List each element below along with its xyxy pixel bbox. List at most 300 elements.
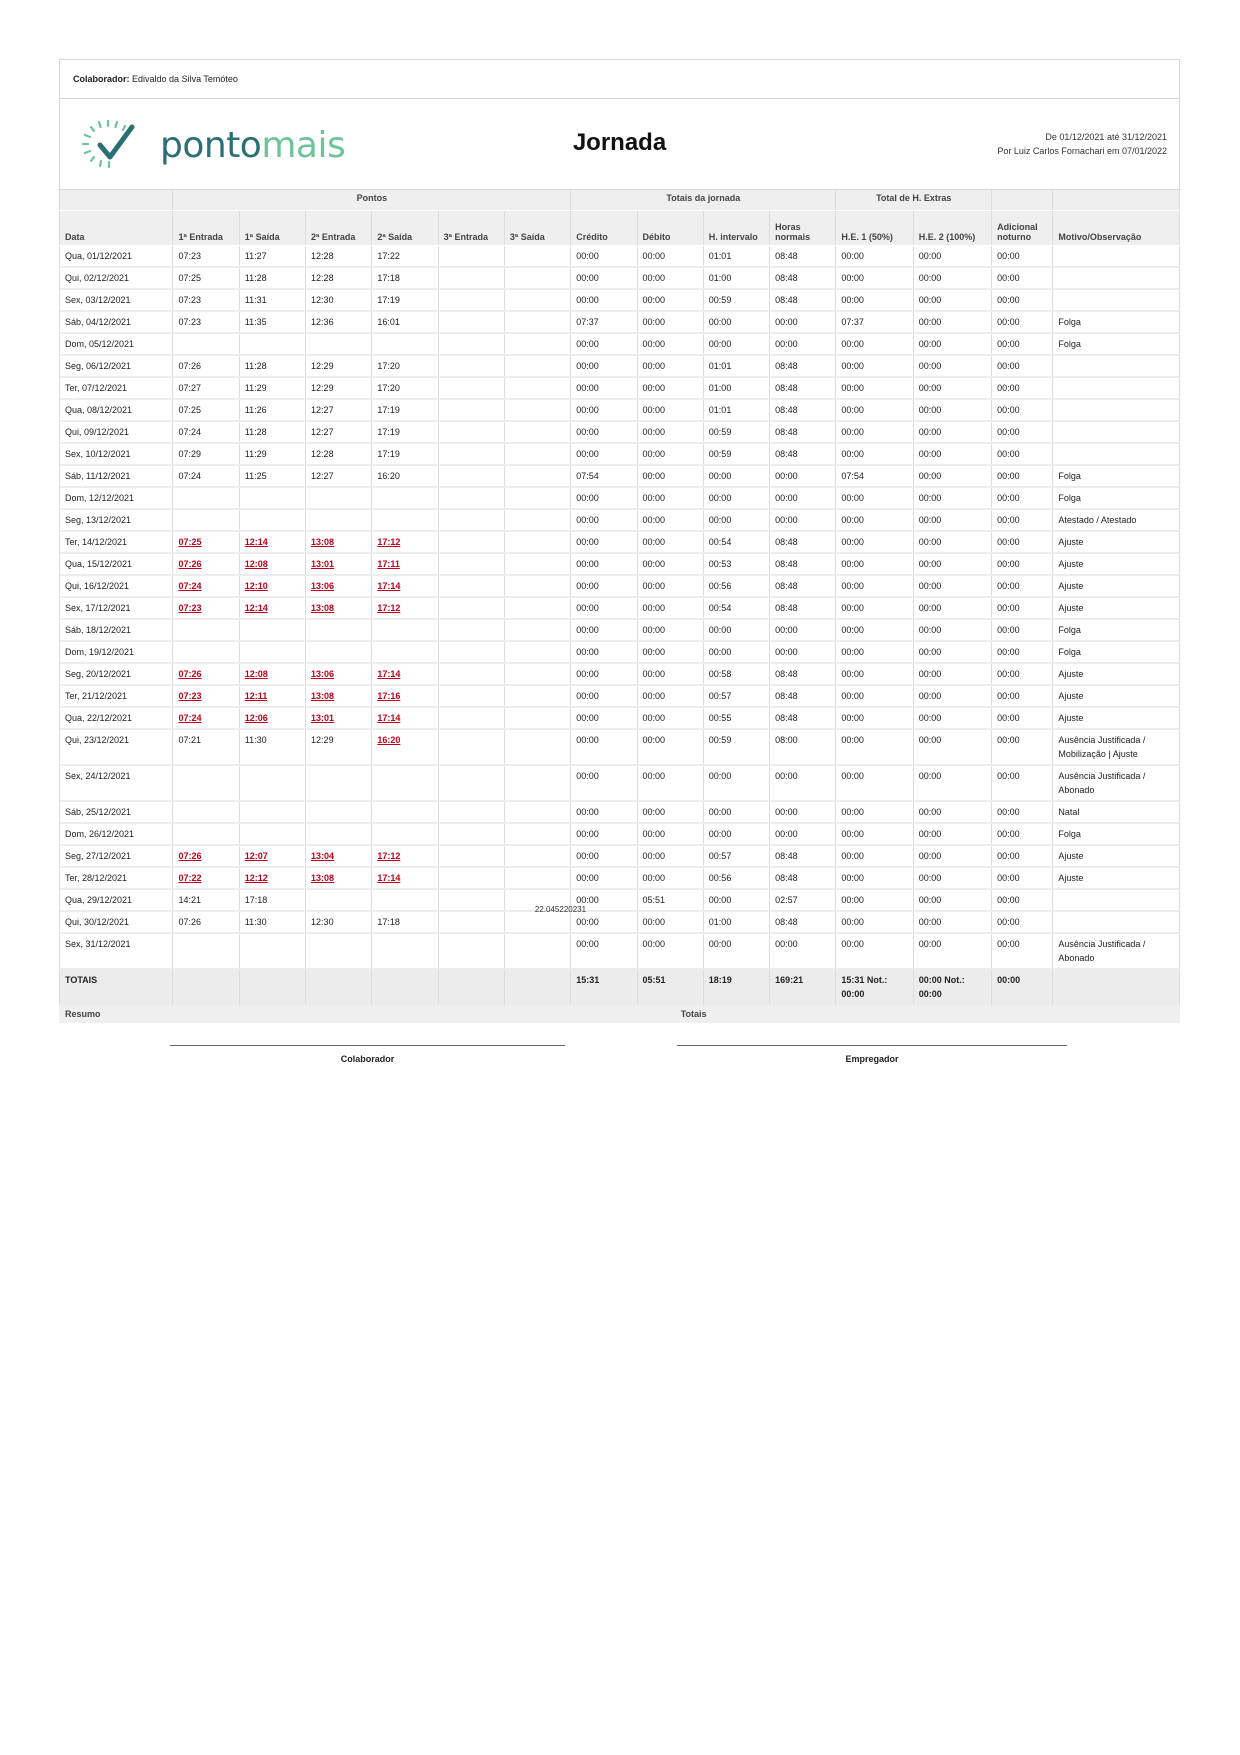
cell-punch xyxy=(438,619,504,641)
cell-int: 01:00 xyxy=(703,377,769,399)
cell-punch-adjusted xyxy=(372,845,438,867)
cell-punch xyxy=(504,333,570,355)
cell-punch xyxy=(173,333,239,355)
cell-punch xyxy=(173,641,239,663)
adjusted-punch[interactable]: 12:06 xyxy=(244,713,268,723)
table-row xyxy=(60,553,1180,575)
column-header: 1ª Entrada xyxy=(173,211,239,246)
adjusted-punch[interactable]: 12:12 xyxy=(244,873,268,883)
adjusted-punch[interactable]: 07:22 xyxy=(178,873,202,883)
cell-int: 00:00 xyxy=(703,333,769,355)
cell-not: 00:00 xyxy=(992,823,1053,845)
cell-punch xyxy=(306,933,372,969)
cell-punch xyxy=(438,867,504,889)
adjusted-punch[interactable]: 13:08 xyxy=(311,691,335,701)
adjusted-punch[interactable]: 07:23 xyxy=(178,691,202,701)
cell-punch xyxy=(239,823,305,845)
cell-date: Dom, 19/12/2021 xyxy=(60,641,173,663)
cell-int: 01:01 xyxy=(703,399,769,421)
cell-obs xyxy=(1053,289,1180,311)
cell-cred: 00:00 xyxy=(571,845,637,867)
group-totais: Totais da jornada xyxy=(571,190,836,211)
cell-norm: 08:48 xyxy=(770,443,836,465)
cell-punch xyxy=(504,707,570,729)
adjusted-punch[interactable]: 07:26 xyxy=(178,669,202,679)
cell-not: 00:00 xyxy=(992,933,1053,969)
cell-he2: 00:00 xyxy=(913,465,991,487)
column-header: 2ª Entrada xyxy=(306,211,372,246)
cell-punch-adjusted xyxy=(173,707,239,729)
cell-punch xyxy=(306,509,372,531)
adjusted-punch[interactable]: 12:08 xyxy=(244,669,268,679)
cell-date: Ter, 21/12/2021 xyxy=(60,685,173,707)
cell-punch xyxy=(438,421,504,443)
table-row xyxy=(60,311,1180,333)
cell-punch xyxy=(438,289,504,311)
cell-date: Dom, 05/12/2021 xyxy=(60,333,173,355)
cell-punch-adjusted xyxy=(173,845,239,867)
adjusted-punch[interactable]: 17:11 xyxy=(377,559,400,569)
cell-norm: 08:48 xyxy=(770,663,836,685)
cell-obs: Atestado / Atestado xyxy=(1053,509,1180,531)
cell-int: 00:57 xyxy=(703,845,769,867)
cell-int: 00:54 xyxy=(703,531,769,553)
cell-norm: 00:00 xyxy=(770,619,836,641)
cell-punch xyxy=(173,823,239,845)
cell-cred: 00:00 xyxy=(571,685,637,707)
adjusted-punch[interactable]: 17:14 xyxy=(377,873,401,883)
cell-punch xyxy=(173,619,239,641)
column-header: Adicional noturno xyxy=(992,211,1053,246)
cell-punch xyxy=(239,509,305,531)
cell-punch xyxy=(306,801,372,823)
cell-not: 00:00 xyxy=(992,311,1053,333)
cell-punch: 17:19 xyxy=(372,421,438,443)
cell-date: Sex, 31/12/2021 xyxy=(60,933,173,969)
group-pontos: Pontos xyxy=(173,190,571,211)
cell-punch: 12:28 xyxy=(306,246,372,268)
cell-punch: 12:36 xyxy=(306,311,372,333)
cell-punch xyxy=(504,801,570,823)
adjusted-punch[interactable]: 07:24 xyxy=(178,581,202,591)
totals-label: TOTAIS xyxy=(60,969,173,1005)
cell-not: 00:00 xyxy=(992,801,1053,823)
cell-date: Qua, 15/12/2021 xyxy=(60,553,173,575)
cell-punch-adjusted xyxy=(306,597,372,619)
cell-punch: 12:27 xyxy=(306,399,372,421)
cell-cred: 00:00 xyxy=(571,553,637,575)
table-row xyxy=(60,619,1180,641)
cell-int: 00:00 xyxy=(703,933,769,969)
cell-punch-adjusted xyxy=(306,553,372,575)
cell-punch: 12:28 xyxy=(306,267,372,289)
cell-punch-adjusted xyxy=(306,867,372,889)
cell-he2: 00:00 xyxy=(913,487,991,509)
cell-punch: 07:23 xyxy=(173,289,239,311)
cell-punch: 12:30 xyxy=(306,911,372,933)
adjusted-punch[interactable]: 12:14 xyxy=(244,537,268,547)
cell-punch xyxy=(438,765,504,801)
cell-punch-adjusted xyxy=(372,707,438,729)
cell-deb: 00:00 xyxy=(637,421,703,443)
cell-punch: 11:35 xyxy=(239,311,305,333)
totals-he1: 15:31 Not.: 00:00 xyxy=(836,969,913,1005)
cell-he2: 00:00 xyxy=(913,801,991,823)
cell-norm: 08:48 xyxy=(770,531,836,553)
adjusted-punch[interactable]: 07:23 xyxy=(178,603,202,613)
report-period xyxy=(997,130,1167,158)
cell-not: 00:00 xyxy=(992,575,1053,597)
cell-he1: 00:00 xyxy=(836,663,913,685)
cell-he2: 00:00 xyxy=(913,246,991,268)
cell-punch: 12:27 xyxy=(306,421,372,443)
column-header: Débito xyxy=(637,211,703,246)
cell-obs: Folga xyxy=(1053,487,1180,509)
cell-date: Dom, 12/12/2021 xyxy=(60,487,173,509)
cell-cred: 00:00 xyxy=(571,801,637,823)
cell-int: 01:01 xyxy=(703,246,769,268)
cell-punch xyxy=(438,267,504,289)
report-header xyxy=(59,98,1180,190)
cell-he2: 00:00 xyxy=(913,355,991,377)
cell-cred: 00:00 xyxy=(571,443,637,465)
cell-punch xyxy=(239,765,305,801)
cell-punch xyxy=(504,421,570,443)
cell-punch xyxy=(438,707,504,729)
cell-date: Sáb, 18/12/2021 xyxy=(60,619,173,641)
cell-he2: 00:00 xyxy=(913,823,991,845)
cell-obs: Ajuste xyxy=(1053,707,1180,729)
cell-date: Qui, 16/12/2021 xyxy=(60,575,173,597)
cell-int: 00:00 xyxy=(703,641,769,663)
cell-int: 00:59 xyxy=(703,729,769,765)
adjusted-punch[interactable]: 13:08 xyxy=(311,873,335,883)
adjusted-punch[interactable]: 17:14 xyxy=(377,713,401,723)
cell-punch xyxy=(239,487,305,509)
cell-punch xyxy=(504,619,570,641)
cell-punch xyxy=(372,333,438,355)
cell-punch-adjusted xyxy=(372,575,438,597)
cell-deb: 00:00 xyxy=(637,267,703,289)
adjusted-punch[interactable]: 13:01 xyxy=(311,713,335,723)
cell-int: 00:59 xyxy=(703,289,769,311)
cell-punch xyxy=(504,575,570,597)
cell-not: 00:00 xyxy=(992,867,1053,889)
cell-deb: 00:00 xyxy=(637,801,703,823)
table-row xyxy=(60,641,1180,663)
cell-punch xyxy=(438,553,504,575)
timesheet-table xyxy=(59,190,1180,1006)
cell-punch: 17:22 xyxy=(372,246,438,268)
totals-empty xyxy=(438,969,504,1005)
adjusted-punch[interactable]: 07:26 xyxy=(178,559,202,569)
cell-punch: 12:30 xyxy=(306,289,372,311)
cell-he1: 00:00 xyxy=(836,707,913,729)
column-header: H.E. 2 (100%) xyxy=(913,211,991,246)
totals-not: 00:00 xyxy=(992,969,1053,1005)
adjusted-punch[interactable]: 12:14 xyxy=(244,603,268,613)
totals-empty xyxy=(306,969,372,1005)
adjusted-punch[interactable]: 17:14 xyxy=(377,669,401,679)
table-row xyxy=(60,355,1180,377)
totals-empty xyxy=(504,969,570,1005)
table-row xyxy=(60,933,1180,969)
cell-he2: 00:00 xyxy=(913,911,991,933)
adjusted-punch[interactable]: 17:12 xyxy=(377,537,401,547)
cell-norm: 08:00 xyxy=(770,729,836,765)
cell-date: Qui, 09/12/2021 xyxy=(60,421,173,443)
cell-cred: 00:00 xyxy=(571,509,637,531)
cell-date: Qui, 30/12/2021 xyxy=(60,911,173,933)
adjusted-punch[interactable]: 07:24 xyxy=(178,713,202,723)
cell-punch xyxy=(504,267,570,289)
cell-cred: 00:00 xyxy=(571,911,637,933)
cell-punch xyxy=(504,377,570,399)
cell-he1: 00:00 xyxy=(836,575,913,597)
cell-punch: 16:20 xyxy=(372,465,438,487)
adjusted-punch[interactable]: 13:06 xyxy=(311,581,335,591)
cell-norm: 08:48 xyxy=(770,911,836,933)
table-row xyxy=(60,801,1180,823)
cell-int: 01:00 xyxy=(703,911,769,933)
cell-punch: 17:20 xyxy=(372,377,438,399)
cell-not: 00:00 xyxy=(992,377,1053,399)
cell-punch xyxy=(504,355,570,377)
adjusted-punch[interactable]: 07:26 xyxy=(178,851,202,861)
cell-int: 01:01 xyxy=(703,355,769,377)
cell-norm: 00:00 xyxy=(770,465,836,487)
totais-label: Totais xyxy=(675,1006,1180,1023)
table-row xyxy=(60,487,1180,509)
cell-punch: 17:20 xyxy=(372,355,438,377)
cell-obs: Ajuste xyxy=(1053,553,1180,575)
adjusted-punch[interactable]: 12:07 xyxy=(244,851,268,861)
cell-deb: 00:00 xyxy=(637,707,703,729)
cell-he1: 07:54 xyxy=(836,465,913,487)
cell-punch xyxy=(306,333,372,355)
cell-cred: 00:00 xyxy=(571,707,637,729)
cell-punch: 17:18 xyxy=(372,911,438,933)
adjusted-punch[interactable]: 13:06 xyxy=(311,669,335,679)
cell-obs xyxy=(1053,443,1180,465)
column-header: 3ª Saída xyxy=(504,211,570,246)
adjusted-punch[interactable]: 12:11 xyxy=(244,691,268,701)
cell-punch-adjusted xyxy=(372,867,438,889)
cell-punch: 07:23 xyxy=(173,311,239,333)
cell-norm: 00:00 xyxy=(770,801,836,823)
cell-punch: 07:27 xyxy=(173,377,239,399)
cell-date: Qui, 23/12/2021 xyxy=(60,729,173,765)
column-header: H.E. 1 (50%) xyxy=(836,211,913,246)
cell-punch-adjusted xyxy=(306,685,372,707)
cell-deb: 00:00 xyxy=(637,487,703,509)
cell-obs xyxy=(1053,399,1180,421)
cell-date: Seg, 06/12/2021 xyxy=(60,355,173,377)
cell-punch-adjusted xyxy=(173,575,239,597)
cell-punch xyxy=(504,867,570,889)
cell-deb: 00:00 xyxy=(637,575,703,597)
adjusted-punch[interactable]: 12:08 xyxy=(244,559,268,569)
adjusted-punch[interactable]: 17:12 xyxy=(377,851,401,861)
table-row xyxy=(60,377,1180,399)
cell-punch: 07:25 xyxy=(173,399,239,421)
cell-punch: 07:26 xyxy=(173,911,239,933)
cell-obs xyxy=(1053,246,1180,268)
cell-he2: 00:00 xyxy=(913,443,991,465)
cell-punch xyxy=(504,911,570,933)
cell-punch xyxy=(372,801,438,823)
cell-not: 00:00 xyxy=(992,707,1053,729)
cell-norm: 00:00 xyxy=(770,823,836,845)
cell-obs: Ausência Justificada / Abonado xyxy=(1053,933,1180,969)
cell-not: 00:00 xyxy=(992,355,1053,377)
cell-he2: 00:00 xyxy=(913,729,991,765)
table-row xyxy=(60,399,1180,421)
cell-not: 00:00 xyxy=(992,509,1053,531)
cell-date: Sex, 03/12/2021 xyxy=(60,289,173,311)
cell-he1: 00:00 xyxy=(836,509,913,531)
cell-he1: 00:00 xyxy=(836,765,913,801)
cell-date: Seg, 20/12/2021 xyxy=(60,663,173,685)
cell-punch: 12:29 xyxy=(306,377,372,399)
column-header: Data xyxy=(60,211,173,246)
cell-punch-adjusted xyxy=(306,575,372,597)
table-row xyxy=(60,597,1180,619)
cell-punch: 12:29 xyxy=(306,729,372,765)
cell-obs xyxy=(1053,355,1180,377)
cell-date: Qua, 01/12/2021 xyxy=(60,246,173,268)
cell-not: 00:00 xyxy=(992,399,1053,421)
cell-he1: 00:00 xyxy=(836,355,913,377)
table-row xyxy=(60,531,1180,553)
cell-he2: 00:00 xyxy=(913,889,991,911)
cell-punch: 07:23 xyxy=(173,246,239,268)
cell-he1: 00:00 xyxy=(836,867,913,889)
cell-he2: 00:00 xyxy=(913,509,991,531)
cell-date: Sáb, 25/12/2021 xyxy=(60,801,173,823)
adjusted-punch[interactable]: 17:14 xyxy=(377,581,401,591)
cell-cred: 00:00 xyxy=(571,377,637,399)
totals-empty xyxy=(1053,969,1180,1005)
cell-punch xyxy=(438,509,504,531)
cell-punch-adjusted xyxy=(173,597,239,619)
cell-he2: 00:00 xyxy=(913,399,991,421)
summary-bar xyxy=(59,1006,1180,1023)
cell-punch xyxy=(372,619,438,641)
cell-not: 00:00 xyxy=(992,465,1053,487)
cell-obs: Folga xyxy=(1053,465,1180,487)
adjusted-punch[interactable]: 07:25 xyxy=(178,537,202,547)
totals-empty xyxy=(372,969,438,1005)
table-row xyxy=(60,333,1180,355)
cell-he2: 00:00 xyxy=(913,619,991,641)
cell-obs: Folga xyxy=(1053,333,1180,355)
cell-norm: 08:48 xyxy=(770,421,836,443)
column-header: Horas normais xyxy=(770,211,836,246)
adjusted-punch[interactable]: 13:08 xyxy=(311,603,335,613)
column-header: 1ª Saída xyxy=(239,211,305,246)
cell-punch xyxy=(504,487,570,509)
cell-cred: 00:00 xyxy=(571,619,637,641)
cell-punch xyxy=(438,333,504,355)
cell-punch-adjusted xyxy=(372,553,438,575)
cell-punch xyxy=(438,845,504,867)
cell-punch xyxy=(306,641,372,663)
totals-int: 18:19 xyxy=(703,969,769,1005)
cell-punch-adjusted xyxy=(239,867,305,889)
cell-int: 00:57 xyxy=(703,685,769,707)
cell-date: Sex, 24/12/2021 xyxy=(60,765,173,801)
table-row xyxy=(60,575,1180,597)
adjusted-punch[interactable]: 17:12 xyxy=(377,603,401,613)
group-empty xyxy=(992,190,1053,211)
cell-punch xyxy=(504,641,570,663)
cell-norm: 08:48 xyxy=(770,867,836,889)
adjusted-punch[interactable]: 13:08 xyxy=(311,537,335,547)
cell-obs: Ajuste xyxy=(1053,531,1180,553)
cell-he1: 00:00 xyxy=(836,399,913,421)
cell-deb: 00:00 xyxy=(637,465,703,487)
adjusted-punch[interactable]: 16:20 xyxy=(377,735,401,745)
cell-punch-adjusted xyxy=(239,663,305,685)
cell-punch xyxy=(504,531,570,553)
cell-date: Ter, 14/12/2021 xyxy=(60,531,173,553)
cell-int: 00:00 xyxy=(703,465,769,487)
table-row xyxy=(60,443,1180,465)
cell-int: 00:00 xyxy=(703,509,769,531)
totals-empty xyxy=(173,969,239,1005)
cell-punch xyxy=(173,765,239,801)
adjusted-punch[interactable]: 12:10 xyxy=(244,581,268,591)
cell-he2: 00:00 xyxy=(913,311,991,333)
cell-punch: 11:27 xyxy=(239,246,305,268)
cell-punch xyxy=(438,487,504,509)
cell-date: Ter, 07/12/2021 xyxy=(60,377,173,399)
cell-he2: 00:00 xyxy=(913,867,991,889)
cell-obs: Folga xyxy=(1053,619,1180,641)
cell-norm: 00:00 xyxy=(770,765,836,801)
adjusted-punch[interactable]: 17:16 xyxy=(377,691,401,701)
cell-obs: Ajuste xyxy=(1053,867,1180,889)
adjusted-punch[interactable]: 13:04 xyxy=(311,851,335,861)
cell-punch: 12:28 xyxy=(306,443,372,465)
cell-punch xyxy=(239,333,305,355)
cell-not: 00:00 xyxy=(992,597,1053,619)
column-header: Crédito xyxy=(571,211,637,246)
cell-he2: 00:00 xyxy=(913,707,991,729)
cell-punch xyxy=(239,933,305,969)
cell-cred: 00:00 xyxy=(571,867,637,889)
cell-norm: 08:48 xyxy=(770,399,836,421)
cell-obs: Ajuste xyxy=(1053,663,1180,685)
cell-date: Ter, 28/12/2021 xyxy=(60,867,173,889)
adjusted-punch[interactable]: 13:01 xyxy=(311,559,335,569)
cell-norm: 08:48 xyxy=(770,685,836,707)
cell-punch-adjusted xyxy=(239,845,305,867)
group-header-row xyxy=(60,190,1180,211)
cell-not: 00:00 xyxy=(992,663,1053,685)
cell-deb: 00:00 xyxy=(637,399,703,421)
cell-deb: 00:00 xyxy=(637,333,703,355)
cell-he1: 00:00 xyxy=(836,729,913,765)
cell-int: 00:59 xyxy=(703,421,769,443)
cell-punch: 07:24 xyxy=(173,465,239,487)
resumo-label: Resumo xyxy=(59,1006,675,1023)
cell-cred: 00:00 xyxy=(571,889,637,911)
cell-cred: 00:00 xyxy=(571,597,637,619)
cell-punch: 11:30 xyxy=(239,911,305,933)
cell-not: 00:00 xyxy=(992,619,1053,641)
